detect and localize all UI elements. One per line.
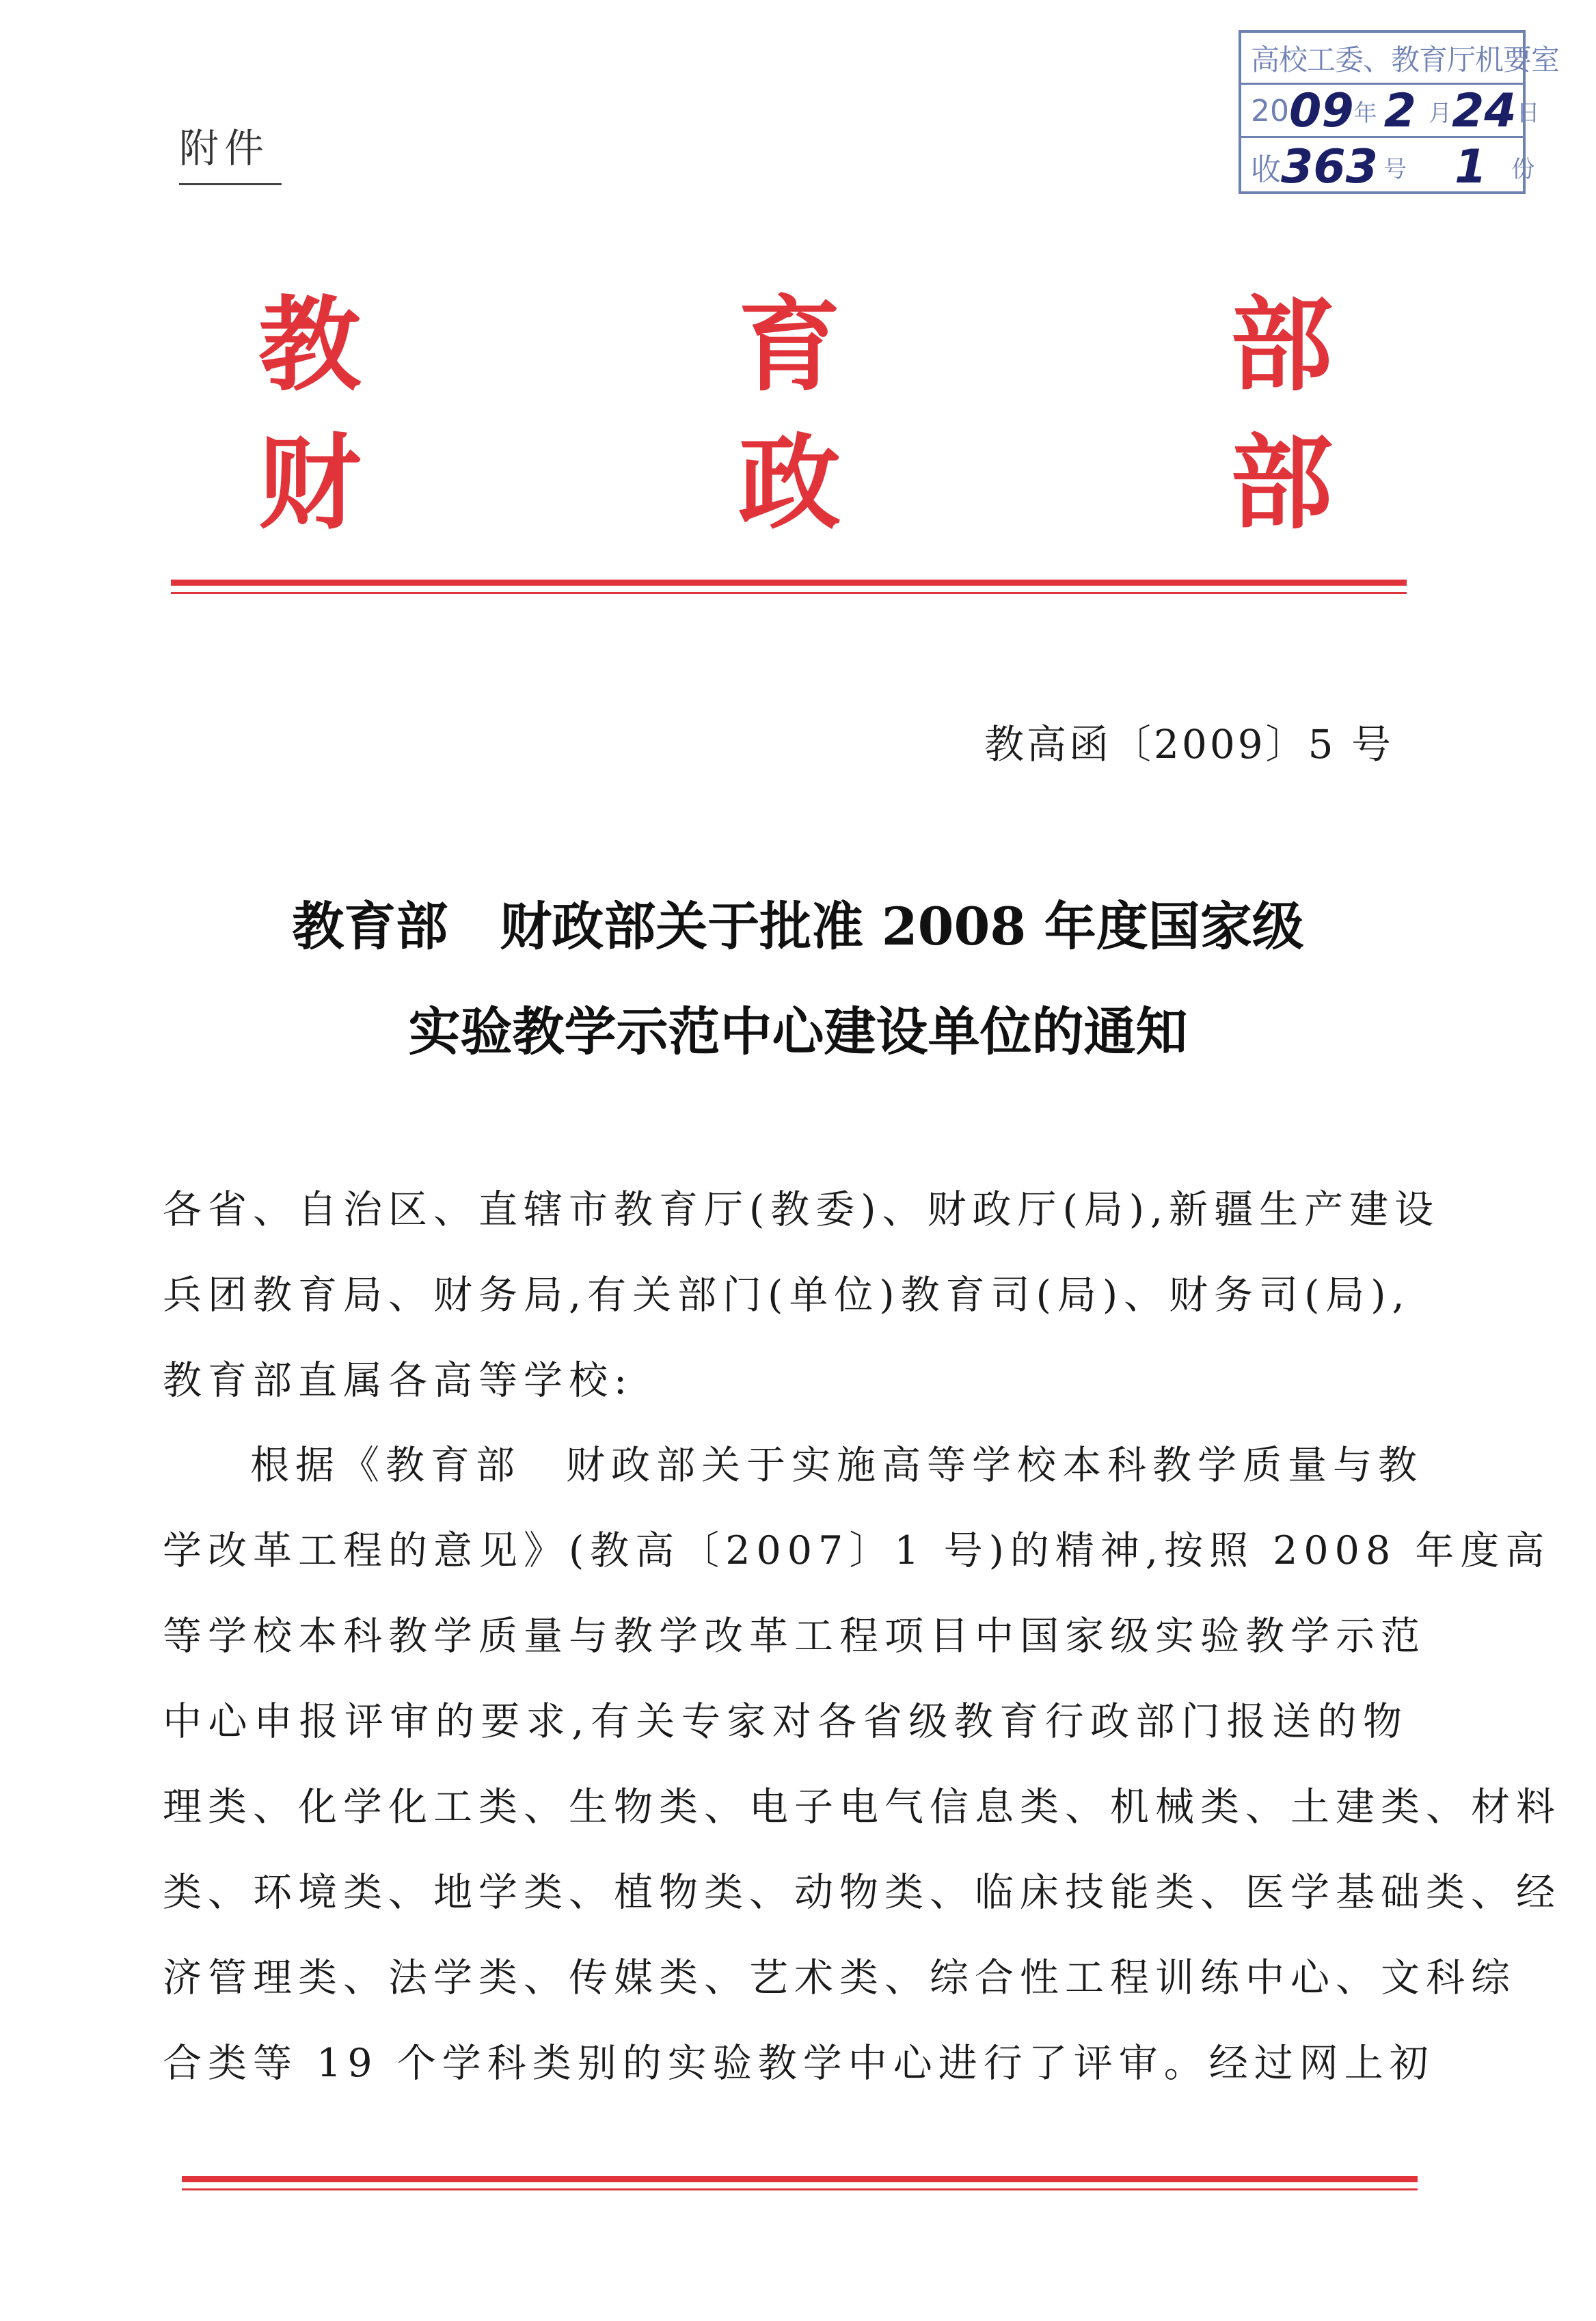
stamp-year-handwritten: 09: [1289, 84, 1354, 138]
stamp-day-handwritten: 24: [1451, 84, 1517, 138]
letterhead-char: 部: [1230, 285, 1334, 405]
document-title-line2: 实验教学示范中心建设单位的通知: [408, 1001, 1188, 1062]
addressee-line: 各省、自治区、直辖市教育厅(教委)、财政厅(局),新疆生产建设: [163, 1187, 1440, 1232]
addressee-block: [163, 1167, 1440, 1424]
header-red-rule-thin: [171, 592, 1407, 594]
header-red-rule-thick: [171, 580, 1407, 586]
body-paragraph: [163, 1423, 1561, 2106]
document-number: 教高函〔2009〕5 号: [984, 721, 1394, 768]
stamp-receipt-number-suffix: 号: [1383, 155, 1407, 183]
stamp-copies-handwritten: 1: [1454, 139, 1487, 194]
letterhead-char: 政: [738, 423, 841, 543]
stamp-month-handwritten: 2: [1383, 84, 1416, 138]
letterhead-char: 育: [738, 285, 841, 405]
addressee-line: 兵团教育局、财务局,有关部门(单位)教育司(局)、财务司(局),: [163, 1273, 1411, 1318]
stamp-receipt-number-handwritten: 363: [1281, 139, 1378, 194]
paragraph-line: 等学校本科教学质量与教学改革工程项目中国家级实验教学示范: [163, 1614, 1426, 1659]
stamp-month-suffix: 月: [1428, 100, 1452, 127]
letterhead-char: 财: [258, 423, 362, 543]
footer-red-rule-thick: [182, 2176, 1418, 2182]
stamp-office-name: 高校工委、教育厅机要室: [1251, 42, 1560, 77]
paragraph-line: 类、环境类、地学类、植物类、动物类、临床技能类、医学基础类、经: [163, 1870, 1561, 1915]
stamp-year-prefix: 20: [1251, 94, 1289, 128]
letterhead-char: 教: [258, 285, 362, 405]
footer-red-rule-thin: [182, 2188, 1418, 2190]
addressee-line: 教育部直属各高等学校:: [163, 1358, 634, 1403]
stamp-day-suffix: 日: [1516, 100, 1540, 127]
paragraph-line: 中心申报评审的要求,有关专家对各省级教育行政部门报送的物: [163, 1699, 1408, 1744]
paragraph-line: 济管理类、法学类、传媒类、艺术类、综合性工程训练中心、文科综: [163, 1955, 1516, 2000]
letterhead: [0, 0, 1596, 574]
document-title-line1: 教育部 财政部关于批准 2008 年度国家级: [292, 896, 1304, 957]
letterhead-char: 部: [1230, 423, 1334, 543]
stamp-year-suffix: 年: [1353, 100, 1377, 127]
paragraph-line: 学改革工程的意见》(教高〔2007〕1 号)的精神,按照 2008 年度高: [163, 1528, 1551, 1573]
stamp-receipt-prefix: 收: [1251, 152, 1281, 187]
paragraph-line: 合类等 19 个学科类别的实验教学中心进行了评审。经过网上初: [163, 2041, 1435, 2086]
paragraph-line: 理类、化学化工类、生物类、电子电气信息类、机械类、土建类、材料: [163, 1784, 1561, 1830]
paragraph-line: 根据《教育部 财政部关于实施高等学校本科教学质量与教: [250, 1443, 1423, 1488]
stamp-copies-suffix: 份: [1511, 155, 1535, 183]
attachment-label: 附件: [179, 116, 282, 185]
